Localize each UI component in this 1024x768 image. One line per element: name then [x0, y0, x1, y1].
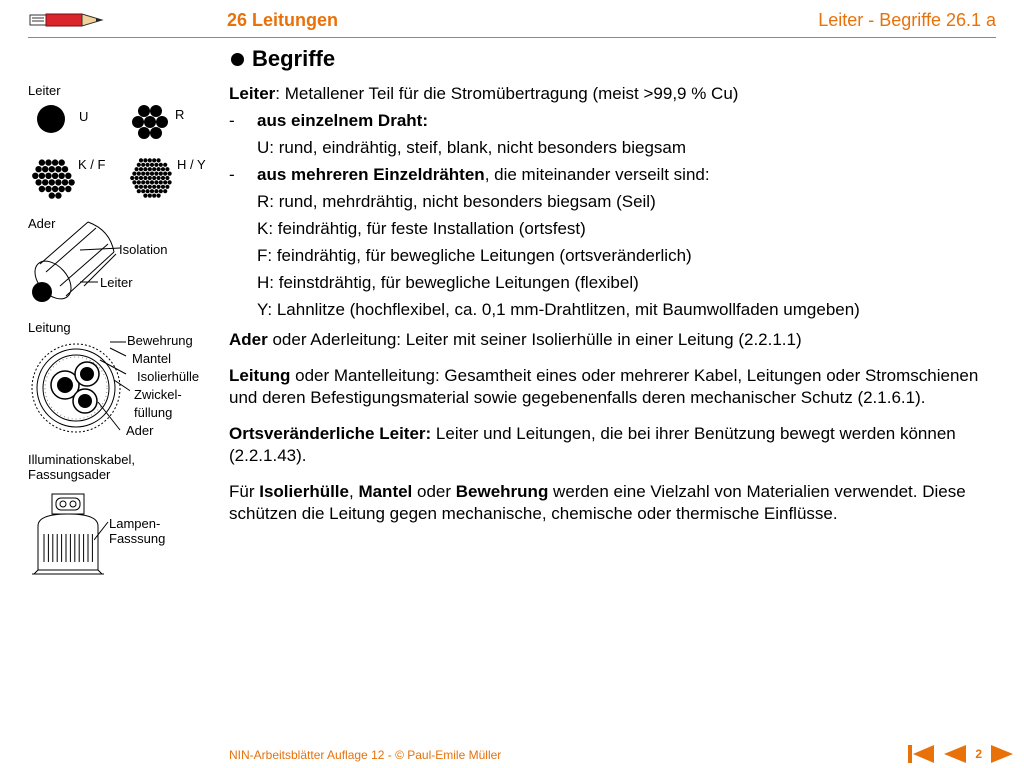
footer-copyright: NIN-Arbeitsblätter Auflage 12 - © Paul-Emile Müller — [229, 748, 502, 762]
oder-text: oder — [412, 482, 456, 501]
r-line: R: rund, mehrdrähtig, nicht besonders biegsam (Seil) — [257, 192, 656, 211]
sidebar-figures — [0, 40, 225, 600]
u-line: U: rund, eindrähtig, steif, blank, nicht besonders biegsam — [257, 138, 687, 157]
leitung-def-text: oder Mantelleitung: Gesamtheit eines oder mehrerer Kabel, Leitungen oder Stromschienen und deren Befestigungsmaterial sowie gegebenenfalls deren mechanischer Schutz (2.1.6.1). — [229, 366, 979, 407]
illum-label-2: Fassungsader — [28, 467, 111, 482]
leiter-definition — [229, 80, 1004, 107]
orts-definition — [229, 423, 1004, 467]
solid-conductor-icon — [36, 104, 66, 134]
orts-term: Ortsveränderliche Leiter: — [229, 424, 432, 443]
page-number: 2 — [975, 747, 982, 761]
f-line: F: feindrähtig, für bewegliche Leitungen (ortsveränderlich) — [257, 246, 692, 265]
leiter-def-text: : Metallener Teil für die Stromübertragung (meist >99,9 % Cu) — [275, 84, 739, 103]
leitung-definition — [229, 365, 1004, 409]
ader2-label: Ader — [126, 423, 154, 438]
ader-definition — [229, 329, 1004, 351]
next-slide-icon[interactable] — [990, 744, 1014, 764]
pencil-logo-icon — [28, 8, 108, 32]
main-content — [229, 46, 1004, 525]
chapter-title: 26 Leitungen — [227, 10, 339, 30]
lamp-leader-line — [94, 516, 110, 546]
comma-text: , — [348, 482, 359, 501]
leiter2-label: Leiter — [100, 275, 133, 290]
lampen-label-1: Lampen- — [109, 516, 161, 531]
mehrere-term: aus mehreren Einzeldrähten — [257, 165, 485, 184]
kf-label: K / F — [78, 157, 106, 172]
ader-term: Ader — [229, 330, 268, 349]
fine-stranded-conductor-kf-icon — [30, 154, 76, 200]
page-header — [0, 0, 1024, 40]
lampen-label-2: Fasssung — [109, 531, 166, 546]
u-label: U — [79, 109, 89, 124]
fuer-rest-text: werden eine Vielzahl von Materialien verwendet. Diese schützen die Leitung gegen mechanische, chemische oder thermische Einflüsse. — [229, 482, 966, 523]
bullet-icon — [231, 53, 244, 66]
fuer-pre-text: Für — [229, 482, 260, 501]
r-label: R — [175, 107, 185, 122]
ader-figure-label: Ader — [28, 216, 56, 231]
page-heading — [229, 46, 1004, 72]
header-divider — [28, 37, 996, 38]
stranded-conductor-r-icon — [127, 102, 173, 142]
bewehrung-term: Bewehrung — [455, 482, 549, 501]
list-item-einzeldraht — [229, 107, 1004, 134]
section-title: Leiter - Begriffe 26.1 a — [818, 10, 996, 30]
first-slide-icon[interactable] — [907, 744, 935, 764]
dash-marker: - — [229, 111, 235, 130]
list-item-mehrere — [229, 161, 1004, 188]
leiter-term: Leiter — [229, 84, 276, 103]
previous-slide-icon[interactable] — [943, 744, 967, 764]
leiter-figure-label: Leiter — [28, 83, 61, 98]
orts-def-text: Leiter und Leitungen, die bei ihrer Benützung bewegt werden können (2.2.1.43). — [229, 424, 956, 465]
materials-paragraph — [229, 481, 1004, 525]
ader-def-text: oder Aderleitung: Leiter mit seiner Isolierhülle in einer Leitung (2.2.1.1) — [267, 330, 802, 349]
zwickel-label: Zwickel- — [134, 387, 182, 402]
isolierhuelle-term: Isolierhülle — [259, 482, 349, 501]
finest-stranded-conductor-hy-icon — [128, 154, 174, 200]
leitung-leader-lines — [70, 336, 130, 440]
y-line: Y: Lahnlitze (hochflexibel, ca. 0,1 mm-Drahtlitzen, mit Baumwollfaden umgeben) — [257, 300, 860, 319]
fuellung-label: füllung — [134, 405, 173, 420]
leitung-figure-label: Leitung — [28, 320, 71, 335]
slide-navigation — [907, 744, 1014, 764]
bewehrung-label: Bewehrung — [127, 333, 193, 348]
leitung-term: Leitung — [229, 366, 291, 385]
isolation-label: Isolation — [119, 242, 168, 257]
h-line: H: feinstdrähtig, für bewegliche Leitungen (flexibel) — [257, 273, 639, 292]
einzeldraht-term: aus einzelnem Draht: — [257, 111, 428, 130]
mehrere-rest-text: , die miteinander verseilt sind: — [484, 165, 710, 184]
mantel-label: Mantel — [132, 351, 172, 366]
isolierhuelle-label: Isolierhülle — [137, 369, 200, 384]
heading-text: Begriffe — [252, 46, 336, 71]
illum-label-1: Illuminationskabel, — [28, 452, 135, 467]
dash-marker: - — [229, 165, 235, 184]
hy-label: H / Y — [177, 157, 206, 172]
k-line: K: feindrähtig, für feste Installation (ortsfest) — [257, 219, 586, 238]
mantel-term: Mantel — [358, 482, 413, 501]
